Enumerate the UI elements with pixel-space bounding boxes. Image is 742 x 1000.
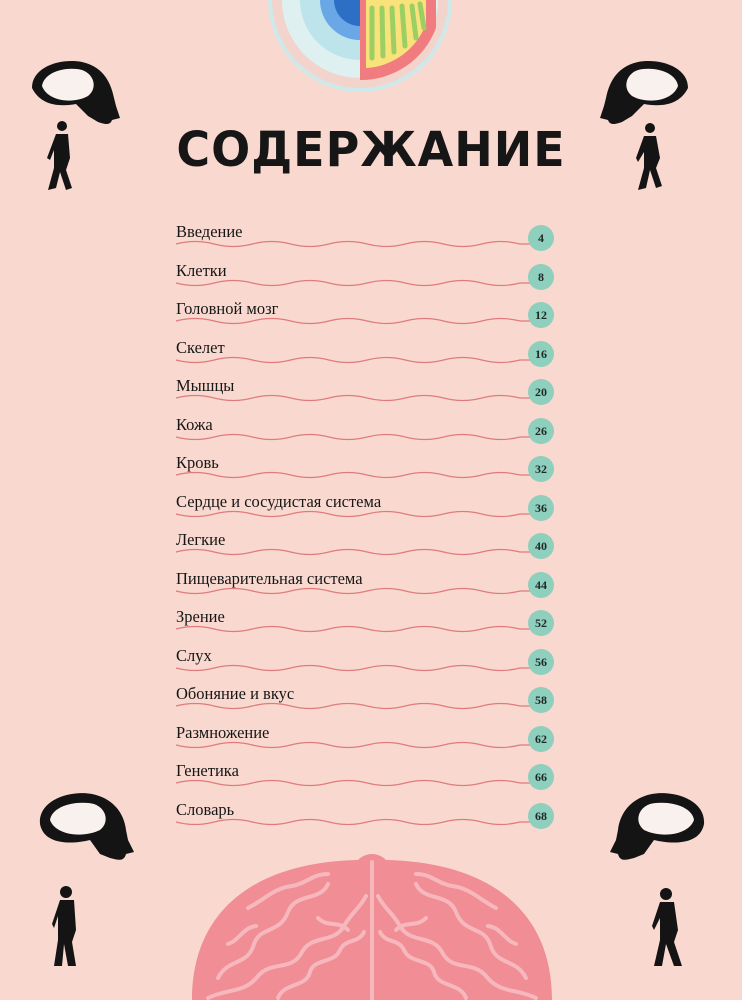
toc-entry[interactable]: [176, 376, 566, 414]
toc-entry-label: Легкие: [176, 530, 226, 549]
toc-entry[interactable]: [176, 607, 566, 645]
toc-page-badge: 12: [528, 302, 554, 328]
toc-page-badge: 8: [528, 264, 554, 290]
toc-entry-label: Кровь: [176, 453, 219, 472]
toc-page-badge: 62: [528, 726, 554, 752]
toc-entry[interactable]: [176, 415, 566, 453]
toc-page-badge: 58: [528, 687, 554, 713]
toc-wave-line: [176, 275, 536, 291]
toc-entry-label: Клетки: [176, 260, 227, 280]
toc-entry[interactable]: [176, 453, 566, 491]
toc-wave-line: [176, 429, 536, 445]
toc-page-badge: 36: [528, 495, 554, 521]
toc-wave-line: [176, 390, 536, 406]
toc-wave-line: [176, 583, 536, 599]
toc-entry-label: Головной мозг: [176, 299, 279, 318]
toc-wave-line: [176, 352, 536, 368]
toc-page-badge: 4: [528, 225, 554, 251]
toc-entry[interactable]: [176, 761, 566, 799]
toc-page-badge: 26: [528, 418, 554, 444]
toc-entry[interactable]: [176, 530, 566, 568]
toc-wave-line: [176, 621, 536, 637]
toc-wave-line: [176, 698, 536, 714]
toc-entry[interactable]: [176, 646, 566, 684]
toc-entry-label: Генетика: [176, 761, 239, 780]
toc-wave-line: [176, 506, 536, 522]
toc-page-badge: 40: [528, 533, 554, 559]
toc-entry-label: Слух: [176, 645, 212, 665]
toc-entry-label: Скелет: [176, 337, 225, 357]
toc-entry-label: Кожа: [176, 414, 213, 434]
toc-entry[interactable]: [176, 261, 566, 299]
toc-page-badge: 66: [528, 764, 554, 790]
toc-wave-line: [176, 660, 536, 676]
toc-entry-label: Обоняние и вкус: [176, 684, 295, 703]
toc-entry-label: Пищеварительная система: [176, 568, 363, 588]
toc-entry[interactable]: [176, 684, 566, 722]
toc-entry[interactable]: [176, 723, 566, 761]
toc-entry[interactable]: [176, 492, 566, 530]
toc-entry[interactable]: [176, 299, 566, 337]
toc-entry-label: Словарь: [176, 799, 235, 819]
toc-entry[interactable]: [176, 222, 566, 260]
toc-entry[interactable]: [176, 569, 566, 607]
toc-entry-label: Размножение: [176, 722, 270, 742]
toc-page-badge: 20: [528, 379, 554, 405]
toc-page-badge: 32: [528, 456, 554, 482]
toc-page-badge: 16: [528, 341, 554, 367]
toc-page-badge: 56: [528, 649, 554, 675]
toc-entry-label: Зрение: [176, 607, 225, 626]
toc-wave-line: [176, 467, 536, 483]
toc-entry-label: Введение: [176, 222, 243, 241]
toc-page-badge: 44: [528, 572, 554, 598]
toc-wave-line: [176, 544, 536, 560]
toc-wave-line: [176, 313, 536, 329]
toc-entry[interactable]: [176, 338, 566, 376]
toc-page-badge: 52: [528, 610, 554, 636]
toc-wave-line: [176, 775, 536, 791]
toc-wave-line: [176, 236, 536, 252]
toc-page-badge: 68: [528, 803, 554, 829]
toc-wave-line: [176, 814, 536, 830]
page-title: СОДЕРЖАНИЕ: [176, 120, 566, 178]
toc-entry[interactable]: [176, 800, 566, 838]
toc-entry-label: Сердце и сосудистая система: [176, 491, 382, 511]
toc-wave-line: [176, 737, 536, 753]
toc-entry-label: Мышцы: [176, 376, 235, 395]
